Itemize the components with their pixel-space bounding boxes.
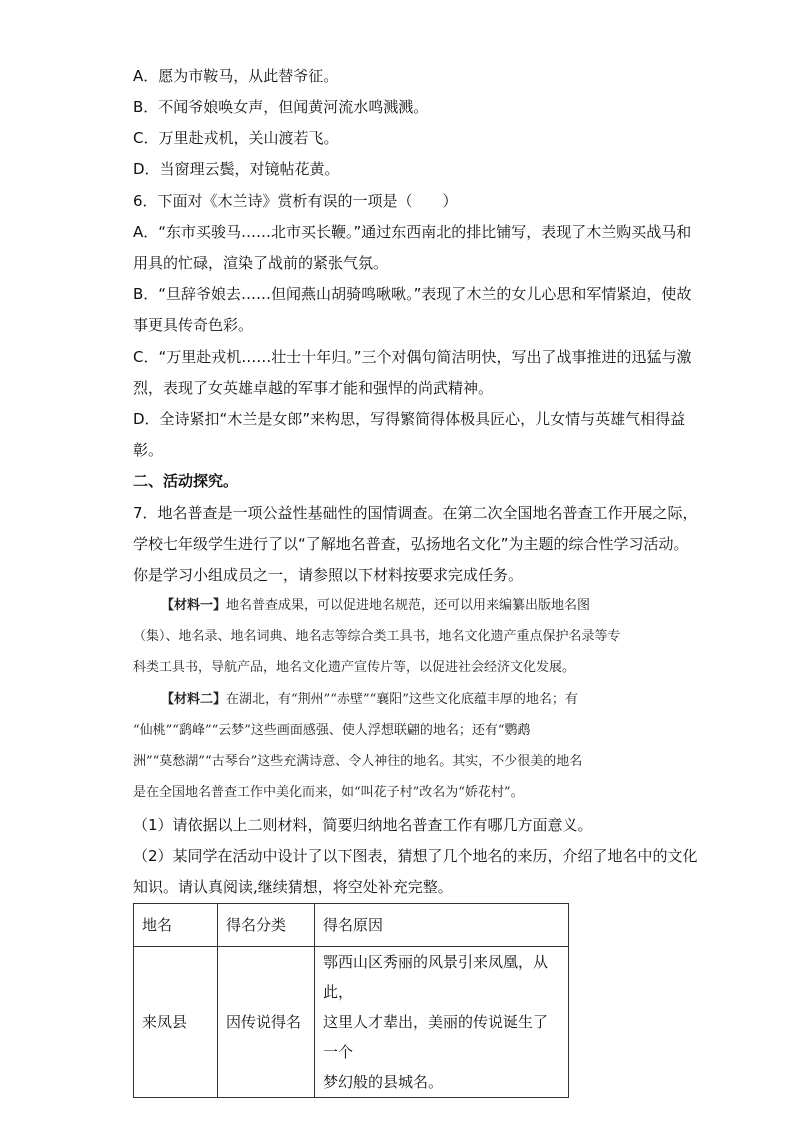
- q6-option-d-line1: D．全诗紧扣“木兰是女郎”来构思，写得繁简得体极具匠心，儿女情与英雄气相得益: [133, 410, 686, 428]
- table-header-row: [134, 904, 569, 947]
- sub-question-2-line1: （2）某同学在活动中设计了以下图表，猜想了几个地名的来历，介绍了地名中的文化: [133, 847, 698, 865]
- option-b-prev: B．不闻爷娘唤女声，但闻黄河流水鸣溅溅。: [133, 98, 429, 116]
- material-1-line3: 科类工具书，导航产品，地名文化遗产宣传片等，以促进社会经济文化发展。: [133, 660, 576, 675]
- material-1-label: 【材料一】: [161, 598, 227, 613]
- q6-option-c-line2: 烈，表现了女英雄卓越的军事才能和强悍的尚武精神。: [133, 379, 494, 397]
- material-2-line1: [161, 690, 578, 710]
- question-7-line2: 学校七年级学生进行了以“了解地名普查，弘扬地名文化”为主题的综合性学习活动。: [133, 535, 689, 553]
- material-2-line4: 是在全国地名普查工作中美化而来，如“叫花子村”改名为“娇花村”。: [133, 785, 524, 800]
- q6-option-c-line1: C．“万里赴戎机……壮士十年归。”三个对偶句简洁明快，写出了战事推进的迅猛与激: [133, 348, 692, 366]
- cell-reason: [315, 947, 569, 1098]
- option-d-prev: D．当窗理云鬓，对镜帖花黄。: [133, 160, 340, 178]
- reason-line: 这里人才辈出，美丽的传说诞生了一个: [323, 1013, 549, 1061]
- q6-option-b-line2: 事更具传奇色彩。: [133, 316, 254, 334]
- material-1-line2: （集）、地名录、地名词典、地名志等综合类工具书，地名文化遗产重点保护名录等专: [133, 629, 621, 644]
- q6-option-b-line1: B．“旦辞爷娘去……但闻燕山胡骑鸣啾啾。”表现了木兰的女儿心思和军情紧迫，使故: [133, 285, 692, 303]
- question-6-stem: 6．下面对《木兰诗》赏析有误的一项是（ ）: [133, 192, 458, 210]
- question-7-line3: 你是学习小组成员之一，请参照以下材料按要求完成任务。: [133, 566, 524, 584]
- q6-option-d-line2: 彰。: [133, 441, 164, 459]
- place-name-table: [133, 903, 569, 1098]
- sub-question-2-line2: 知识。请认真阅读,继续猜想，将空处补充完整。: [133, 878, 453, 896]
- material-1-line1: [161, 596, 590, 616]
- header-place-name: 地名: [134, 904, 218, 947]
- material-2-line2: “仙桃”“鹞峰”“云梦”这些画面感强、使人浮想联翩的地名；还有“鹦鹉: [133, 723, 531, 738]
- reason-line: 鄂西山区秀丽的风景引来凤凰，从此，: [323, 953, 549, 1001]
- material-2-label: 【材料二】: [161, 692, 227, 707]
- option-c-prev: C．万里赴戎机，关山渡若飞。: [133, 129, 339, 147]
- reason-line: 梦幻般的县城名。: [323, 1073, 444, 1091]
- option-a-prev: A．愿为市鞍马，从此替爷征。: [133, 67, 339, 85]
- section-title: 二、活动探究。: [133, 472, 239, 490]
- sub-question-1: （1）请依据以上二则材料，简要归纳地名普查工作有哪几方面意义。: [133, 816, 593, 834]
- question-7-line1: 7．地名普查是一项公益性基础性的国情调查。在第二次全国地名普查工作开展之际，: [133, 504, 698, 522]
- material-1-text: 地名普查成果，可以促进地名规范，还可以用来编纂出版地名图: [226, 598, 591, 613]
- header-category: 得名分类: [218, 904, 315, 947]
- cell-category: 因传说得名: [218, 947, 315, 1098]
- material-2-line3: 洲”“莫愁湖”“古琴台”这些充满诗意、令人神往的地名。其实，不少很美的地名: [133, 754, 583, 769]
- table-row: [134, 947, 569, 1098]
- q6-option-a-line2: 用具的忙碌，渲染了战前的紧张气氛。: [133, 254, 389, 272]
- material-2-text: 在湖北，有“荆州”“赤壁”“襄阳”这些文化底蕴丰厚的地名；有: [226, 692, 578, 707]
- q6-option-a-line1: A．“东市买骏马……北市买长鞭。”通过东西南北的排比铺写，表现了木兰购买战马和: [133, 223, 692, 241]
- header-reason: 得名原因: [315, 904, 569, 947]
- cell-place-name: 来凤县: [134, 947, 218, 1098]
